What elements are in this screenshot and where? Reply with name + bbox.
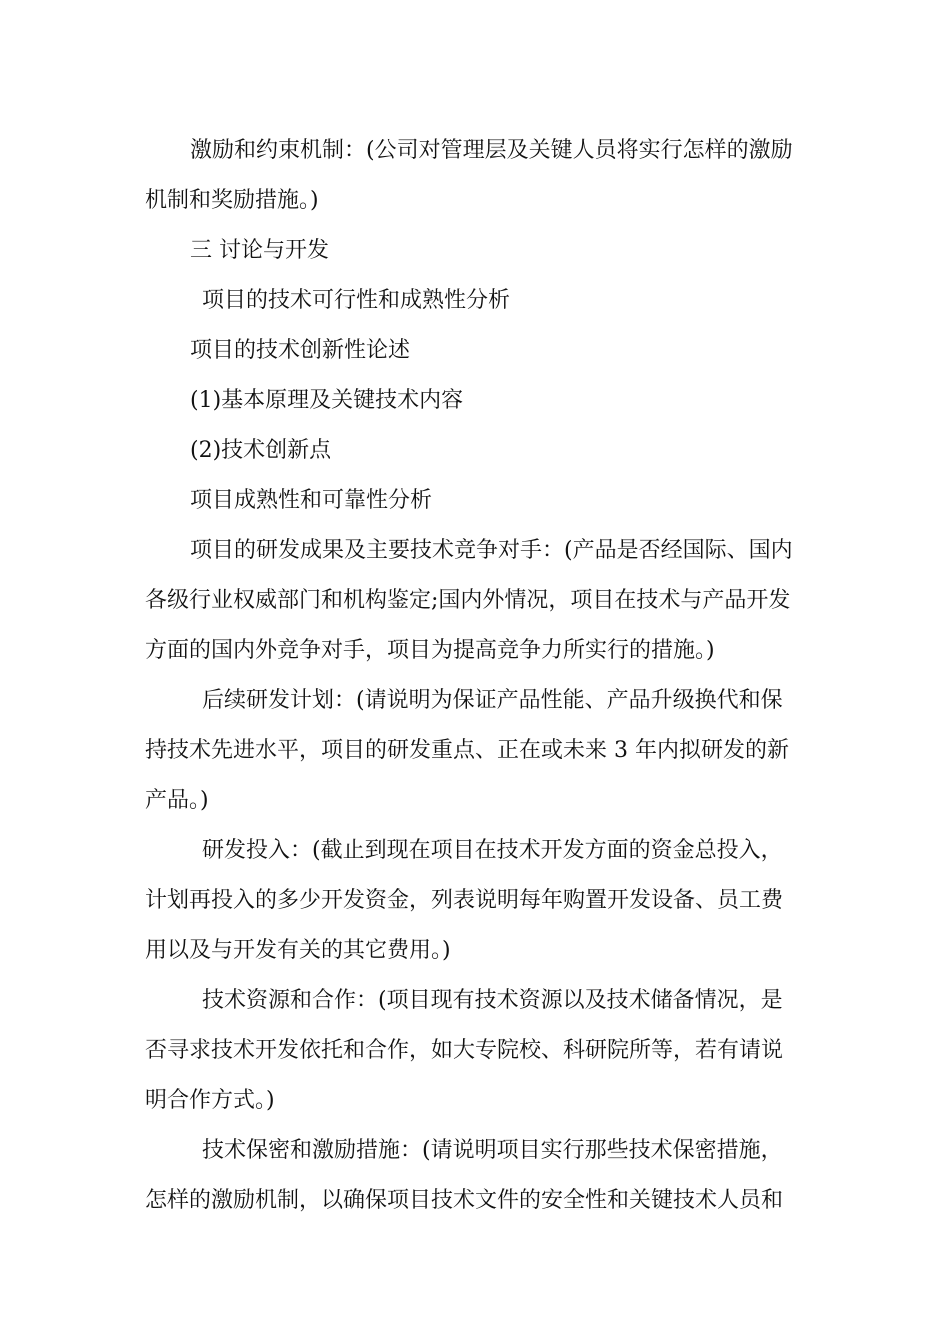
text-line: 机制和奖励措施。) bbox=[145, 188, 319, 213]
text-line: 用以及与开发有关的其它费用。) bbox=[145, 938, 451, 963]
text-line: 怎样的激励机制，以确保项目技术文件的安全性和关键技术人员和 bbox=[145, 1188, 784, 1213]
text-line: 项目的技术创新性论述 bbox=[190, 338, 411, 363]
text-line: 持技术先进水平，项目的研发重点、正在或未来 3 年内拟研发的新 bbox=[145, 738, 789, 763]
subsection-heading: 项目的技术可行性和成熟性分析 bbox=[202, 288, 511, 313]
text-line: 技术保密和激励措施：(请说明项目实行那些技术保密措施， bbox=[202, 1138, 783, 1163]
section-heading: 三 讨论与开发 bbox=[190, 238, 329, 263]
text-line: 计划再投入的多少开发资金，列表说明每年购置开发设备、员工费 bbox=[145, 888, 784, 913]
text-line: 项目成熟性和可靠性分析 bbox=[190, 488, 433, 513]
list-item: (2)技术创新点 bbox=[190, 438, 332, 463]
text-line: 后续研发计划：(请说明为保证产品性能、产品升级换代和保 bbox=[202, 688, 783, 713]
text-line: 项目的研发成果及主要技术竞争对手：(产品是否经国际、国内 bbox=[190, 538, 793, 563]
text-line: 各级行业权威部门和机构鉴定;国内外情况，项目在技术与产品开发 bbox=[145, 588, 791, 613]
text-line: 明合作方式。) bbox=[145, 1088, 275, 1113]
list-item: (1)基本原理及关键技术内容 bbox=[190, 388, 464, 413]
text-line: 研发投入：(截止到现在项目在技术开发方面的资金总投入， bbox=[202, 838, 783, 863]
text-line: 产品。) bbox=[145, 788, 209, 813]
text-line: 激励和约束机制：(公司对管理层及关键人员将实行怎样的激励 bbox=[190, 138, 793, 163]
text-line: 否寻求技术开发依托和合作，如大专院校、科研院所等，若有请说 bbox=[145, 1038, 784, 1063]
text-line: 方面的国内外竞争对手，项目为提高竞争力所实行的措施。) bbox=[145, 638, 715, 663]
text-line: 技术资源和合作：(项目现有技术资源以及技术储备情况，是 bbox=[202, 988, 783, 1013]
